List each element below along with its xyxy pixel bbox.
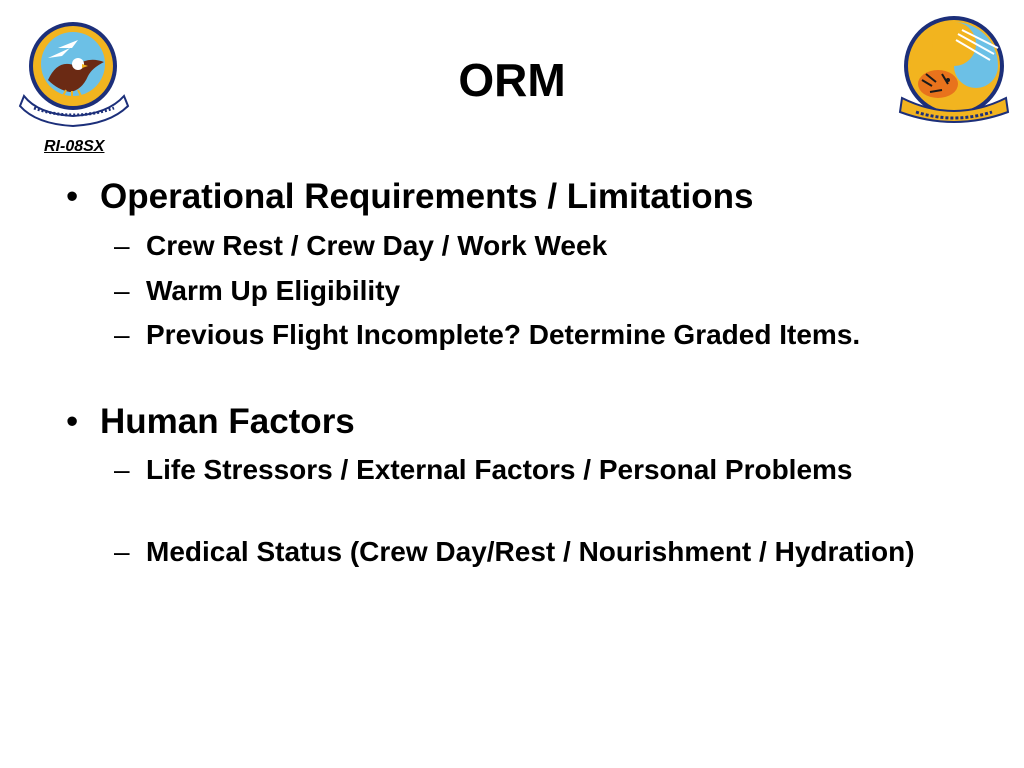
sub-bullet-marker: –	[114, 230, 130, 261]
bullet-text: Operational Requirements / Limitations	[100, 177, 754, 216]
bullet-marker: •	[66, 177, 79, 216]
slide-title: ORM	[458, 54, 566, 106]
sub-bullet-crew-rest	[114, 227, 936, 264]
bullet-human-factors	[66, 402, 960, 442]
sub-bullet-text: Life Stressors / External Factors / Personal Problems	[146, 454, 853, 485]
sub-bullet-warm-up	[114, 272, 936, 309]
sub-bullet-marker: –	[114, 275, 130, 306]
bullet-marker: •	[66, 402, 79, 441]
sub-bullet-previous-flight	[114, 316, 936, 353]
sub-bullet-text: Medical Status (Crew Day/Rest / Nourishment / Hydration)	[146, 536, 915, 567]
sub-bullet-marker: –	[114, 536, 130, 567]
sub-bullet-medical-status	[114, 533, 936, 570]
sub-bullet-text: Previous Flight Incomplete? Determine Graded Items.	[146, 319, 861, 350]
bullet-text: Human Factors	[100, 402, 355, 441]
sub-bullet-life-stressors	[114, 451, 936, 488]
bullet-operational-requirements	[66, 177, 960, 217]
course-code: RI-08SX	[44, 138, 105, 155]
sub-bullet-text: Warm Up Eligibility	[146, 275, 401, 306]
sub-bullet-marker: –	[114, 319, 130, 350]
sub-bullet-text: Crew Rest / Crew Day / Work Week	[146, 230, 608, 261]
sub-bullet-marker: –	[114, 454, 130, 485]
